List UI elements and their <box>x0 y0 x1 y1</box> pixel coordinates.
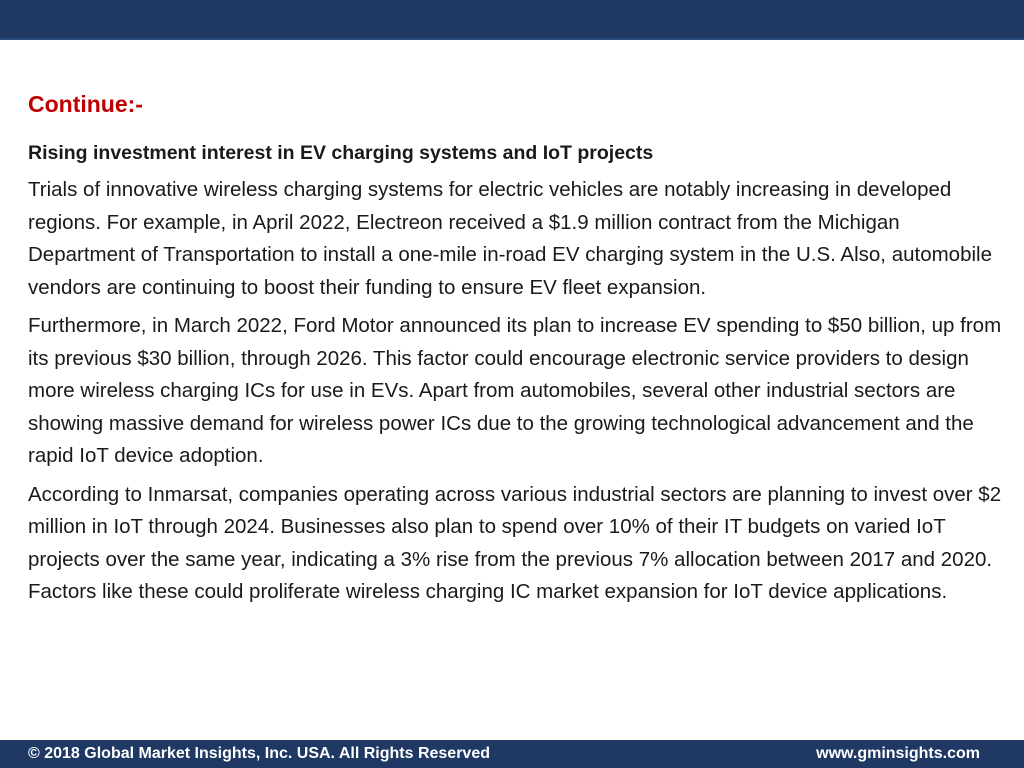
slide-content <box>28 88 1008 615</box>
footer-bar <box>0 740 1024 768</box>
footer-copyright: © 2018 Global Market Insights, Inc. USA. All Rights Reserved <box>28 745 490 762</box>
page-title: Continue:- <box>28 91 143 117</box>
paragraph-2: Furthermore, in March 2022, Ford Motor announced its plan to increase EV spending to $50 billion, up from its previous $30 billion, through 2026. This factor could encourage electronic service providers to design more wireless charging ICs for use in EVs. Apart from automobiles, several other industrial sectors are showing massive demand for wireless power ICs due to the growing technological advancement and the rapid IoT device adoption. <box>28 314 1002 467</box>
footer-website-link[interactable]: www.gminsights.com <box>816 745 980 762</box>
paragraph-3: According to Inmarsat, companies operating across various industrial sectors are planning to invest over $2 million in IoT through 2024. Businesses also plan to spend over 10% of their IT budgets on varied IoT projects over the same year, indicating a 3% rise from the previous 7% allocation between 2017 and 2020. Factors like these could proliferate wireless charging IC market expansion for IoT device applications. <box>28 482 1002 603</box>
paragraph-1: Trials of innovative wireless charging systems for electric vehicles are notably increasing in developed regions. For example, in April 2022, Electreon received a $1.9 million contract from the Michigan Department of Transportation to install a one-mile in-road EV charging system in the U.S. Also, automobile vendors are continuing to boost their funding to ensure EV fleet expansion. <box>28 178 992 299</box>
top-banner <box>0 0 1024 40</box>
section-heading: Rising investment interest in EV charging systems and IoT projects <box>28 142 654 164</box>
